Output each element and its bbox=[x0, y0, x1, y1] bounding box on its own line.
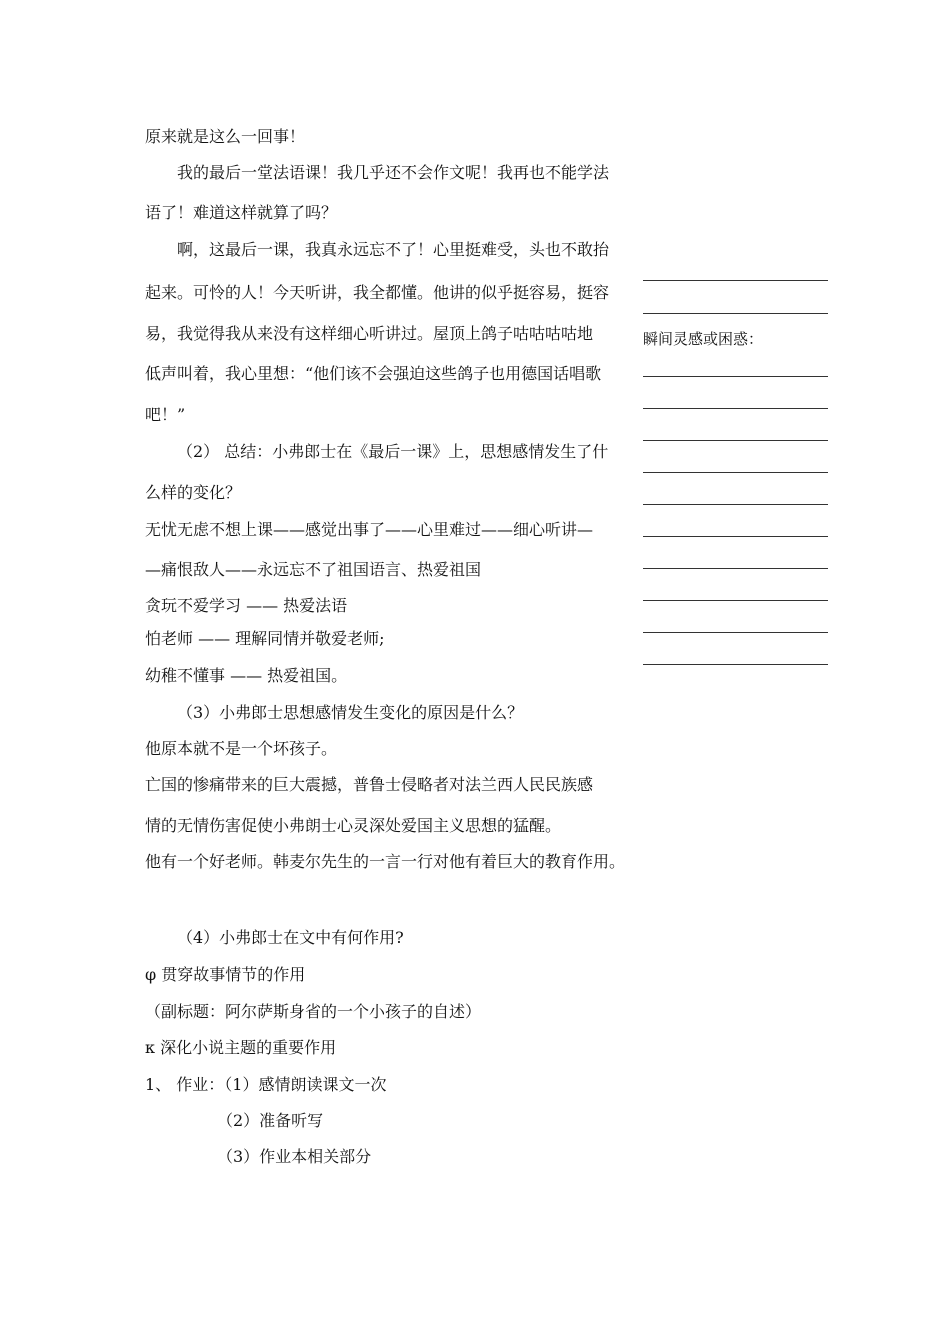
text-line: （3）小弗郎士思想感情发生变化的原因是什么？ bbox=[177, 703, 524, 722]
text-line: 语了！难道这样就算了吗？ bbox=[145, 203, 338, 222]
text-line: 么样的变化？ bbox=[145, 483, 242, 502]
text-line: 情的无情伤害促使小弗朗士心灵深处爱国主义思想的猛醒。 bbox=[145, 816, 562, 835]
text-line: 无忧无虑不想上课——感觉出事了——心里难过——细心听讲— bbox=[145, 520, 594, 539]
text-line: 亡国的惨痛带来的巨大震撼，普鲁士侵略者对法兰西人民民族感 bbox=[145, 775, 594, 794]
text-line: 他有一个好老师。韩麦尔先生的一言一行对他有着巨大的教育作用。 bbox=[145, 852, 626, 871]
note-line bbox=[643, 632, 828, 633]
note-line bbox=[643, 408, 828, 409]
note-line bbox=[643, 536, 828, 537]
text-line: （副标题：阿尔萨斯身省的一个小孩子的自述） bbox=[145, 1002, 482, 1021]
note-line bbox=[643, 568, 828, 569]
text-line: 易，我觉得我从来没有这样细心听讲过。屋顶上鸽子咕咕咕咕地 bbox=[145, 324, 594, 343]
notes-label: 瞬间灵感或困惑： bbox=[643, 330, 764, 348]
text-line: 1、 作业：（1）感情朗读课文一次 bbox=[145, 1075, 387, 1094]
text-line: （4）小弗郎士在文中有何作用? bbox=[177, 928, 404, 947]
note-line bbox=[643, 600, 828, 601]
text-line: 我的最后一堂法语课！我几乎还不会作文呢！我再也不能学法 bbox=[177, 163, 610, 182]
text-line: 怕老师 —— 理解同情并敬爱老师; bbox=[145, 629, 385, 648]
note-line bbox=[643, 280, 828, 281]
text-line: （3）作业本相关部分 bbox=[217, 1147, 372, 1166]
text-line: 贪玩不爱学习 —— 热爱法语 bbox=[145, 596, 348, 615]
text-line: —痛恨敌人——永远忘不了祖国语言、热爱祖国 bbox=[145, 560, 482, 579]
note-line bbox=[643, 313, 828, 314]
text-line: 起来。可怜的人！今天听讲，我全都懂。他讲的似乎挺容易，挺容 bbox=[145, 283, 610, 302]
text-line: 啊，这最后一课，我真永远忘不了！心里挺难受，头也不敢抬 bbox=[177, 240, 610, 259]
text-line: （2） 总结：小弗郎士在《最后一课》上，思想感情发生了什 bbox=[177, 442, 609, 461]
note-line bbox=[643, 440, 828, 441]
note-line bbox=[643, 664, 828, 665]
note-line bbox=[643, 472, 828, 473]
text-line: （2）准备听写 bbox=[217, 1111, 324, 1130]
text-line: 幼稚不懂事 —— 热爱祖国。 bbox=[145, 666, 348, 685]
text-line: 低声叫着，我心里想：“他们该不会强迫这些鸽子也用德国话唱歌 bbox=[145, 364, 602, 383]
text-line: κ 深化小说主题的重要作用 bbox=[145, 1038, 337, 1057]
text-line: 他原本就不是一个坏孩子。 bbox=[145, 739, 338, 758]
text-line: φ 贯穿故事情节的作用 bbox=[145, 965, 306, 984]
text-line: 原来就是这么一回事！ bbox=[145, 127, 306, 146]
text-line: 吧！” bbox=[145, 405, 186, 424]
note-line bbox=[643, 504, 828, 505]
note-line bbox=[643, 376, 828, 377]
